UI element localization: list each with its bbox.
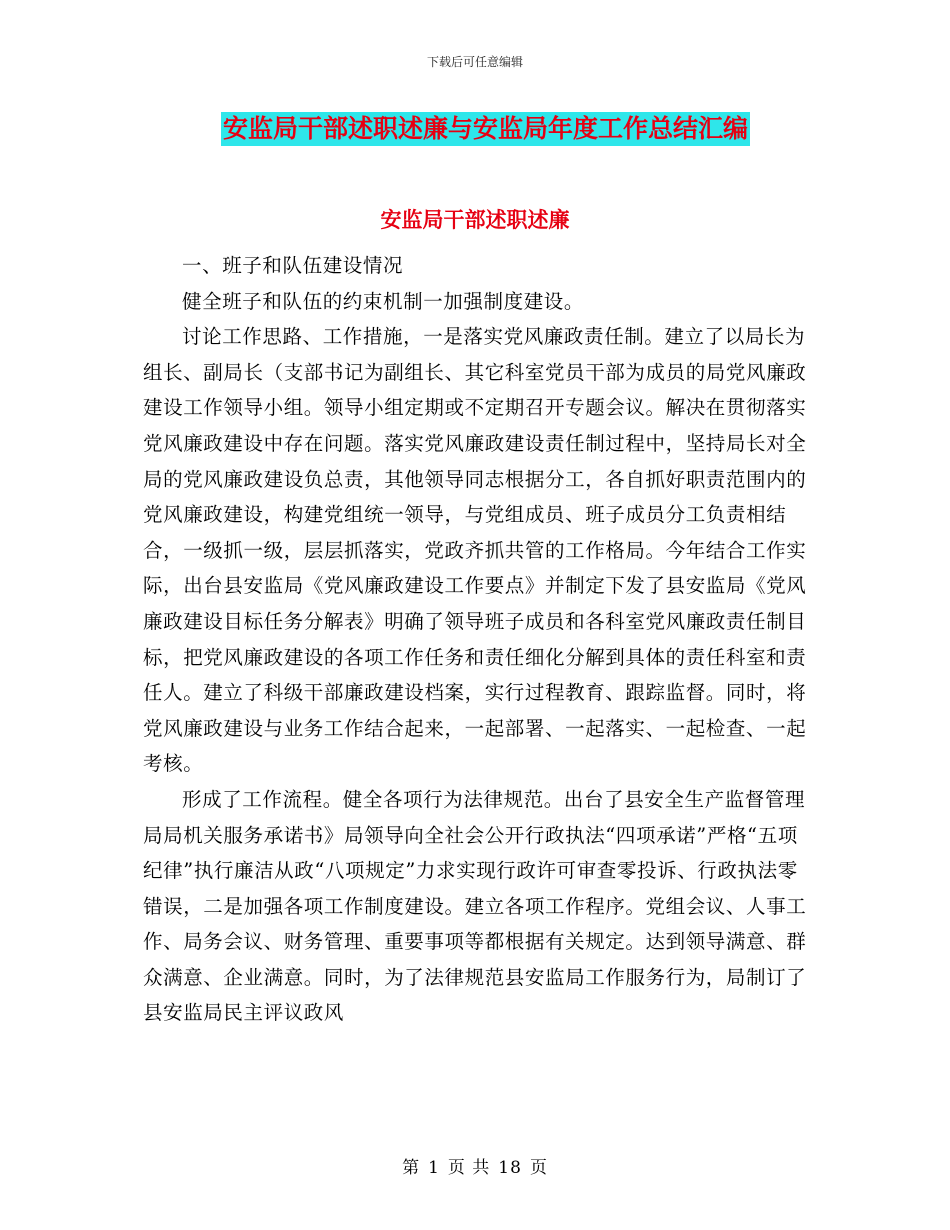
footer-middle: 页 共 bbox=[447, 1158, 491, 1178]
paragraph: 健全班子和队伍的约束机制一加强制度建设。 bbox=[182, 289, 585, 313]
header-note: 下载后可任意编辑 bbox=[426, 55, 523, 69]
paragraph: 讨论工作思路、工作措施，一是落实党风廉政责任制。建立了以局长为组长、副局长（支部书记为副组长、其它科室党员干部为成员的局党风廉政建设工作领导小组。领导小组定期或不定期召开专题会议。解决在贯彻落实党风廉政建设中存在问题。落实党风廉政建设责任制过程中，坚持局长对全局的党风廉政建设负总责，其他领导同志根据分工，各自抓好职责范围内的党风廉政建设，构建党组统一领导，与党组成员、班子成员分工负责相结合，一级抓一级，层层抓落实，党政齐抓共管的工作格局。今年结合工作实际，出台县安监局《党风廉政建设工作要点》并制定下发了县安监局《党风廉政建设目标任务分解表》明确了领导班子成员和各科室党风廉政责任制目标，把党风廉政建设的各项工作任务和责任细化分解到具体的责任科室和责任人。建立了科级干部廉政建设档案，实行过程教育、跟踪监督。同时，将党风廉政建设与业务工作结合起来，一起部署、一起落实、一起检查、一起考核。 bbox=[143, 325, 807, 776]
paragraph: 形成了工作流程。健全各项行为法律规范。出台了县安全生产监督管理局局机关服务承诺书》局领导向全社会公开行政执法“四项承诺”严格“五项纪律”执行廉洁从政“八项规定”力求实现行政许可审查零投诉、行政执法零错误，二是加强各项工作制度建设。建立各项工作程序。党组会议、人事工作、局务会议、财务管理、重要事项等都根据有关规定。达到领导满意、群众满意、企业满意。同时，为了法律规范县安监局工作服务行为，局制订了县安监局民主评议政风 bbox=[143, 787, 807, 1025]
page-number: 1 bbox=[428, 1158, 440, 1178]
total-pages: 18 bbox=[498, 1158, 522, 1178]
section-title: 安监局干部述职述廉 bbox=[380, 208, 570, 232]
paragraph-heading: 一、班子和队伍建设情况 bbox=[182, 254, 404, 277]
footer-suffix: 页 bbox=[529, 1158, 548, 1178]
document-body bbox=[143, 248, 811, 1031]
document-title: 安监局干部述职述廉与安监局年度工作总结汇编 bbox=[221, 112, 750, 146]
footer-prefix: 第 bbox=[402, 1158, 421, 1178]
page-footer bbox=[0, 1153, 950, 1178]
